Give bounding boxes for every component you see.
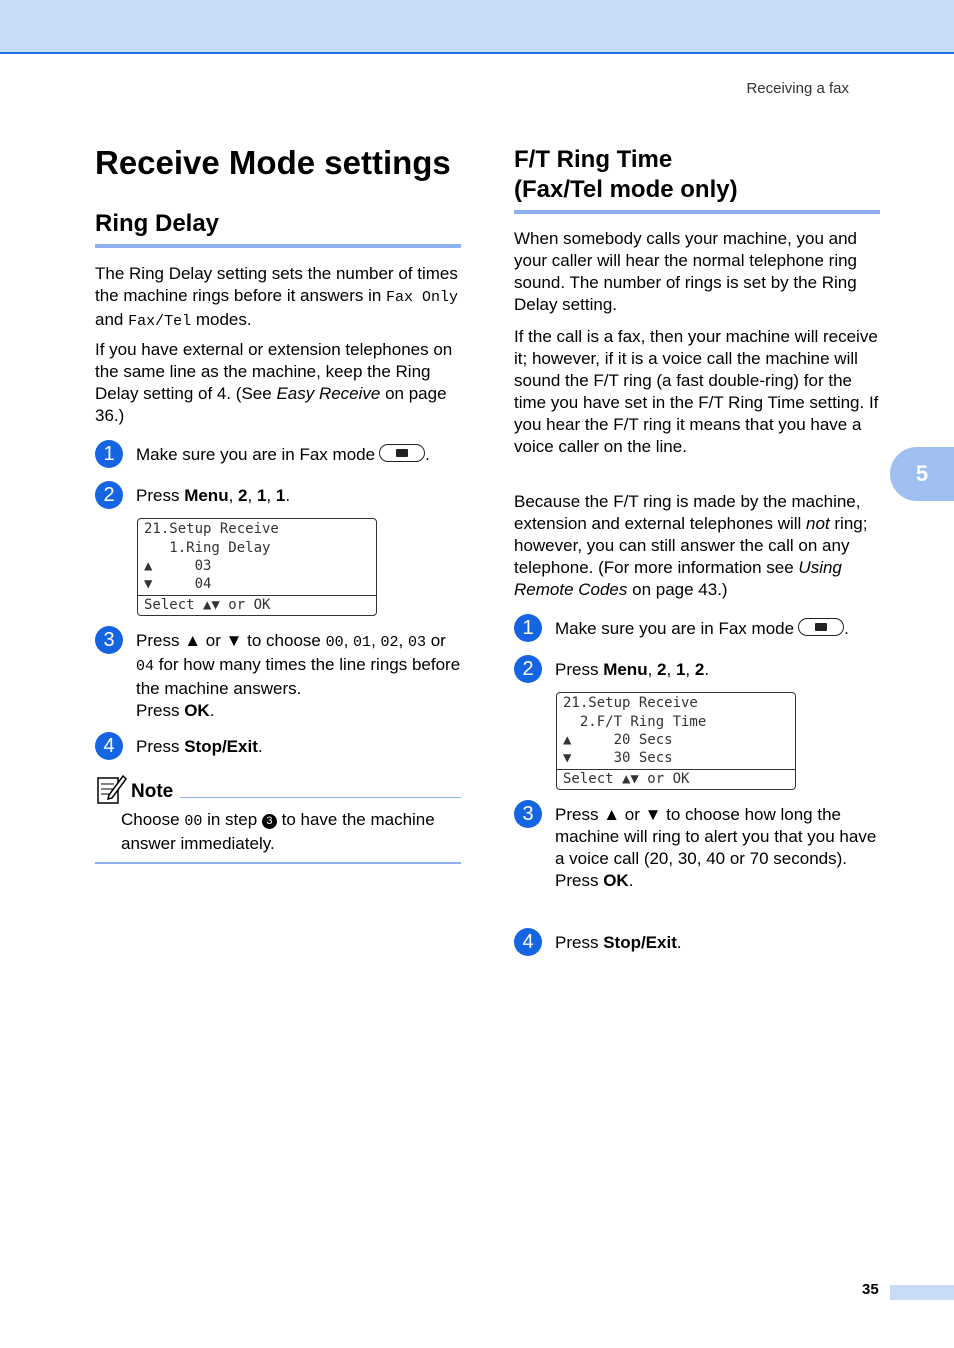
ft-para-2: If the call is a fax, then your machine will receive it; however, if it is a voice call the machine will sound the F/T ring (a fast double-ring) for the time you have set in the F/T Ring Time setting. If you hear the F/T ring it means that you have a voice caller on the line. (514, 327, 879, 456)
text: or (620, 805, 645, 824)
note-rule-bottom (95, 862, 461, 864)
text: , (685, 660, 695, 679)
section-heading-ft-ring-time (514, 145, 738, 205)
step-text (136, 444, 461, 466)
text: Press (555, 660, 604, 679)
lcd-display-ring-delay (137, 518, 377, 616)
mode-fax-tel: Fax/Tel (128, 313, 192, 330)
text: , (266, 486, 276, 505)
step-number-1: 1 (95, 440, 123, 468)
section-rule (514, 210, 880, 214)
value: 01 (353, 634, 372, 651)
text: . (425, 445, 430, 464)
text: Press (136, 737, 185, 756)
text: to have the machine answer immediately. (121, 810, 435, 853)
text: modes. (191, 310, 252, 329)
key-ok: OK (603, 871, 629, 890)
note-title: Note (131, 781, 174, 802)
text: , (343, 631, 354, 650)
lcd-line: ▼ 30 Secs (563, 750, 673, 766)
key: 2 (694, 660, 705, 679)
left-step-4 (95, 732, 461, 762)
text: or (201, 631, 226, 650)
note-pencil-icon (97, 773, 127, 805)
right-step-2 (514, 655, 880, 685)
text: and (95, 310, 129, 329)
text: or (426, 631, 446, 650)
lcd-display-ft-ring-time (556, 692, 796, 790)
value: 00 (325, 634, 344, 651)
text: Press (555, 933, 604, 952)
down-arrow-icon: ▼ (644, 805, 662, 824)
section-heading-ring-delay: Ring Delay (95, 210, 220, 237)
text: , (228, 486, 239, 505)
text: Because the F/T ring is made by the machine, extension and external telephones will (514, 492, 861, 533)
step-text (555, 618, 880, 640)
ring-delay-intro (95, 263, 461, 333)
right-step-1 (514, 614, 880, 644)
step-text (555, 659, 880, 681)
value: 00 (184, 813, 203, 830)
key-menu: Menu (603, 660, 648, 679)
right-step-4 (514, 928, 880, 958)
header-band (0, 0, 954, 54)
text: . (628, 871, 634, 890)
page-number: 35 (862, 1281, 879, 1298)
text: . (285, 486, 291, 505)
text: . (676, 933, 682, 952)
step-text (136, 630, 461, 722)
key-menu: Menu (184, 486, 229, 505)
chapter-tab[interactable]: 5 (890, 447, 954, 501)
step-number-3: 3 (95, 626, 123, 654)
lcd-line: ▲ 03 (144, 558, 212, 574)
step-number-2: 2 (514, 655, 542, 683)
key: 2 (657, 660, 667, 679)
lcd-line: Select ▲▼ or OK (563, 771, 690, 787)
text: in step (202, 810, 262, 829)
text: , (371, 631, 381, 650)
right-step-3 (514, 800, 880, 910)
key-ok: OK (184, 701, 210, 720)
text: . (209, 701, 215, 720)
step-number-4: 4 (514, 928, 542, 956)
step-number-1: 1 (514, 614, 542, 642)
text: Press (136, 701, 185, 720)
step-ref-badge: 3 (262, 814, 277, 829)
step-number-2: 2 (95, 481, 123, 509)
up-arrow-icon: ▲ (184, 631, 202, 650)
note-text (121, 809, 461, 855)
section-rule (95, 244, 461, 248)
text: Make sure you are in Fax mode (555, 619, 795, 638)
step-text (555, 932, 880, 954)
lcd-line: ▼ 04 (144, 576, 212, 592)
value: 04 (136, 658, 155, 675)
value: 03 (407, 634, 426, 651)
text: Press (136, 486, 185, 505)
text: Press (136, 631, 185, 650)
text: The Ring Delay setting sets the number of times the machine rings before it answers in (95, 264, 458, 305)
text: not (806, 514, 830, 533)
down-arrow-icon: ▼ (225, 631, 243, 650)
text: . (844, 619, 849, 638)
text: for how many times the line rings before the machine answers. (136, 655, 461, 698)
lcd-line: ▲ 20 Secs (563, 732, 673, 748)
text: , (647, 660, 658, 679)
key: 1 (256, 486, 267, 505)
running-head: Receiving a fax (746, 80, 849, 97)
key: 1 (675, 660, 686, 679)
page-number-band (890, 1285, 954, 1300)
heading-line: (Fax/Tel mode only) (514, 176, 738, 203)
key: 2 (238, 486, 248, 505)
heading-line: F/T Ring Time (514, 146, 673, 173)
lcd-line: 1.Ring Delay (144, 540, 271, 556)
lcd-line: 21.Setup Receive (563, 695, 698, 711)
text: If you have external or extension telephones on the same line as the machine, keep the Ring Delay setting of 4. (See (95, 340, 453, 403)
ring-delay-extension-para (95, 339, 461, 427)
key-stop-exit: Stop/Exit (184, 737, 258, 756)
text: , (666, 660, 676, 679)
key: 1 (275, 486, 286, 505)
key-stop-exit: Stop/Exit (603, 933, 677, 952)
mode-fax-only: Fax Only (386, 289, 459, 306)
text: to choose how long the machine will ring to alert you that you have a voice call (20, 30, 40 or 70 seconds). (555, 805, 877, 868)
text: to choose (242, 631, 326, 650)
text: . (704, 660, 710, 679)
text: . (257, 737, 263, 756)
page-title: Receive Mode settings (95, 144, 451, 181)
text: on page 43.) (627, 580, 728, 599)
link-using-remote-codes[interactable]: Using Remote Codes (514, 558, 842, 599)
note-rule (180, 797, 461, 798)
up-arrow-icon: ▲ (603, 805, 621, 824)
left-step-3 (95, 626, 461, 726)
text: Choose (121, 810, 185, 829)
text: Make sure you are in Fax mode (136, 445, 376, 464)
fax-mode-icon (798, 618, 844, 636)
ft-para-3 (514, 491, 880, 601)
step-number-3: 3 (514, 800, 542, 828)
lcd-line: Select ▲▼ or OK (144, 597, 271, 613)
text: , (247, 486, 257, 505)
text: ring; however, you can still answer the call on any telephone. (For more information see (514, 514, 868, 577)
value: 02 (380, 634, 399, 651)
step-text (555, 804, 880, 892)
text: Press (555, 805, 604, 824)
lcd-line: 21.Setup Receive (144, 521, 279, 537)
text: , (398, 631, 408, 650)
left-step-2 (95, 481, 461, 511)
lcd-line: 2.F/T Ring Time (563, 714, 707, 730)
fax-mode-icon (379, 444, 425, 462)
left-step-1 (95, 440, 461, 470)
link-easy-receive[interactable]: Easy Receive (276, 384, 381, 403)
text: on page 36.) (95, 384, 447, 425)
step-number-4: 4 (95, 732, 123, 760)
ft-para-1: When somebody calls your machine, you and your caller will hear the normal telephone ring sound. The number of rings is set by the Ring Delay setting. (514, 229, 858, 314)
step-text (136, 736, 461, 758)
text: Press (555, 871, 604, 890)
step-text (136, 485, 461, 507)
